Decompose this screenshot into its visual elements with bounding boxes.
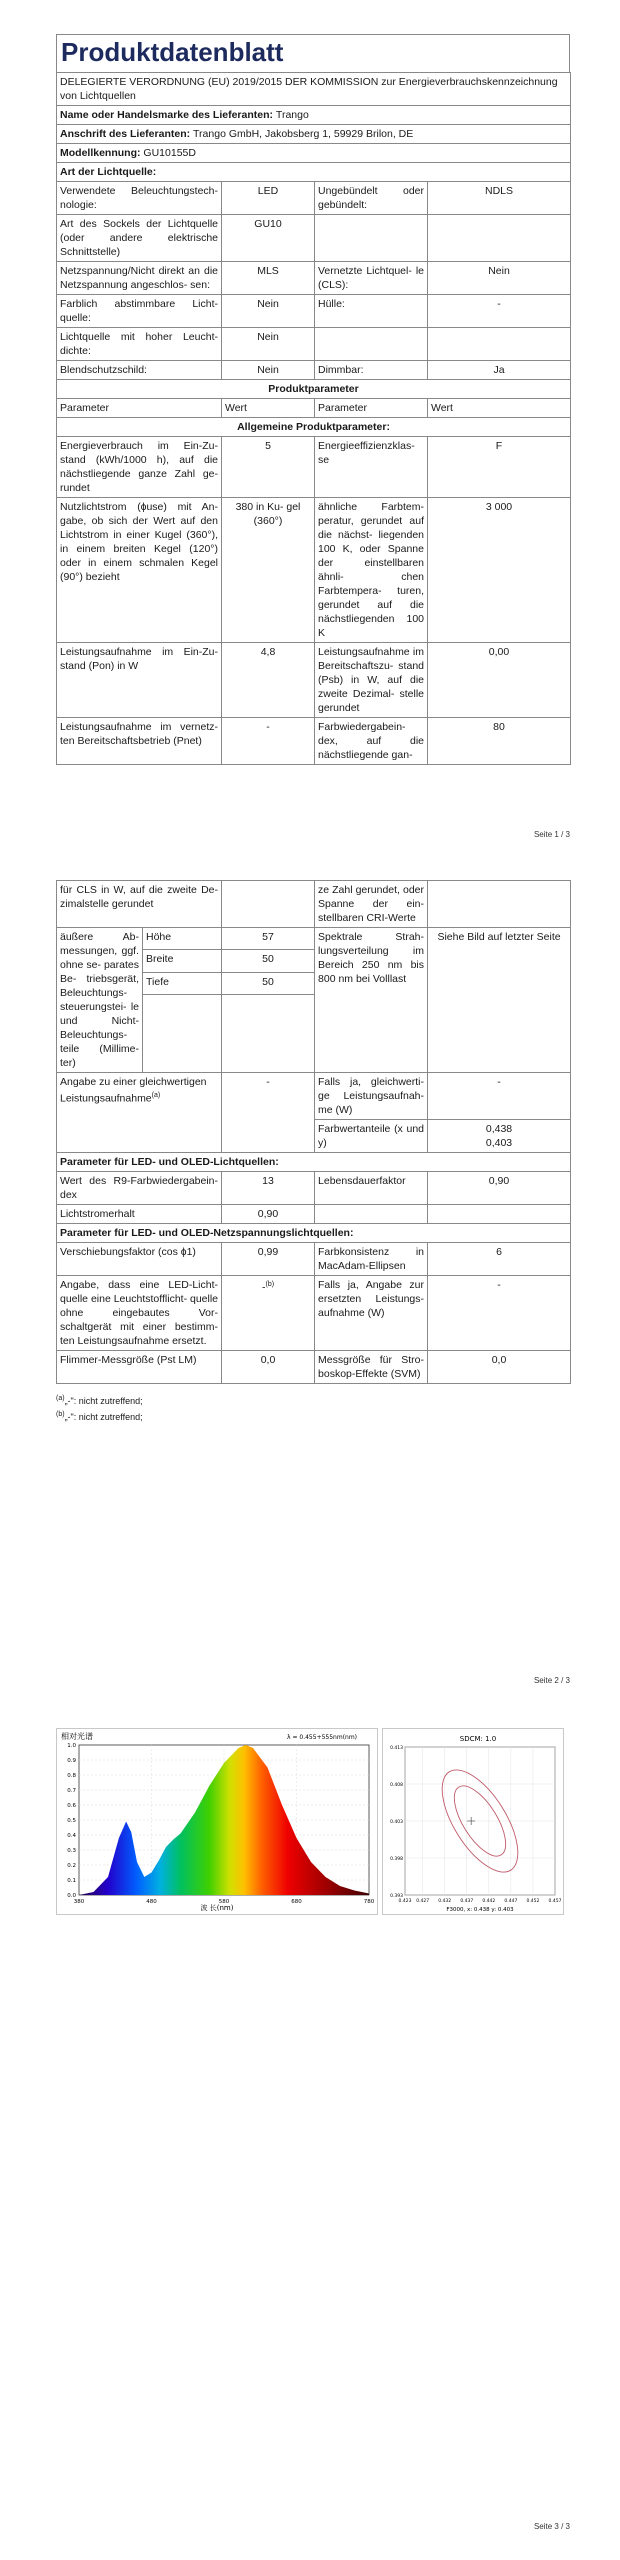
type-row [57,295,571,328]
row-value: Nein [222,361,315,380]
row-value-text: - [261,1281,266,1294]
row-value: 4,8 [222,643,315,718]
ellipse-title: SDCM: 1.0 [459,1735,497,1743]
row-label: Farbwiedergabein- dex, auf die nächstliegende gan- [315,718,428,765]
row-value: - [222,1073,315,1153]
row-label: Ungebündelt oder gebündelt: [315,182,428,215]
equivalent-power-label: Angabe zu einer gleichwertigen Leistungsaufnahme [60,1076,207,1105]
x-tick-label: 380 [73,1899,85,1905]
empty-cell [428,881,571,928]
page-number: Seite 3 / 3 [533,2522,570,2531]
row-value: Siehe Bild auf letzter Seite [428,928,571,1073]
footnotes [56,1392,570,1424]
row-value: 6 [428,1243,571,1276]
row-label: Leistungsaufnahme im Bereitschaftszu- stand (Psb) in W, auf die zweite Dezimal- stelle gerundet [315,643,428,718]
row-value: LED [222,182,315,215]
row-value: F [428,437,571,498]
row-value: Nein [428,262,571,295]
general-header: Allgemeine Produktparameter: [57,418,571,437]
empty-cell [428,1205,571,1224]
row-label: Falls ja, gleichwerti- ge Leistungsaufnah- me (W) [315,1073,428,1120]
y-tick-label: 0.8 [67,1773,76,1779]
spectrum-ylabel: 相对光谱 [61,1732,93,1741]
row-value: Nein [222,295,315,328]
row-label: Spektrale Strah- lungsverteilung im Bereich 250 nm bis 800 nm bei Volllast [315,928,428,1073]
dimension-value: 50 [222,972,315,994]
param-row [57,718,571,765]
row-value: Nein [222,328,315,361]
row-value [428,1120,571,1153]
page-title: Produktdatenblatt [56,34,570,72]
footnote-mark: (b) [56,1411,65,1418]
empty-cell [315,215,428,262]
param-row [57,1351,571,1384]
row-label: ze Zahl gerundet, oder Spanne der ein- stellbaren CRI-Werte [315,881,428,928]
y-tick-label: 0.0 [67,1893,76,1899]
supplier-name-row [57,106,571,125]
param-row [57,1073,571,1120]
param-row [57,1276,571,1351]
row-value: NDLS [428,182,571,215]
y-tick-label: 0.9 [67,1758,76,1764]
x-tick-label: 0.457 [548,1899,562,1904]
data-sheet-table-2 [56,880,571,1384]
row-label: Hülle: [315,295,428,328]
y-tick-label: 0.6 [67,1803,76,1809]
row-value: 0,99 [222,1243,315,1276]
x-tick-label: 0.442 [482,1899,496,1904]
ellipse-y-ticks [390,1745,403,1899]
x-tick-label: 680 [291,1899,302,1905]
param-row [57,881,571,928]
param-row [57,498,571,643]
footnote [56,1392,570,1408]
ellipse-caption: F3000, x: 0.438 y: 0.403 [446,1907,514,1913]
x-tick-label: 480 [146,1899,157,1905]
row-value: - [428,1073,571,1120]
footnote-text: „-": nicht zutreffend; [64,1396,143,1406]
y-tick-label: 0.403 [390,1820,403,1825]
empty-cell [143,995,222,1073]
row-label: Flimmer-Messgröße (Pst LM) [57,1351,222,1384]
row-value: MLS [222,262,315,295]
type-row [57,328,571,361]
y-tick-label: 0.408 [390,1783,403,1788]
row-label: Farblich abstimmbare Licht- quelle: [57,295,222,328]
x-tick-label: 0.447 [504,1899,518,1904]
page-number: Seite 1 / 3 [533,830,570,839]
spectrum-y-ticks [67,1743,76,1899]
y-tick-label: 0.2 [67,1863,76,1869]
mains-header: Parameter für LED- und OLED-Netzspannungslichtquellen: [57,1224,571,1243]
y-tick-label: 0.5 [67,1818,76,1824]
page-number: Seite 2 / 3 [533,1676,570,1685]
row-label [57,1073,222,1153]
supplier-name-label: Name oder Handelsmarke des Lieferanten: [60,109,273,121]
type-header: Art der Lichtquelle: [57,163,571,182]
row-label: Lichtstromerhalt [57,1205,222,1224]
row-label: Vernetzte Lichtquel- le (CLS): [315,262,428,295]
footnote-mark: (a) [151,1092,161,1099]
y-tick-label: 0.7 [67,1788,76,1794]
dimensions-label: äußere Ab- messungen, ggf. ohne se- parates Be- triebsgerät, Beleuchtungs- steuerungstei- le und Nicht- Beleuchtungs- teile (Millime- ter) [57,928,143,1073]
row-value: - [428,295,571,328]
row-value: - [428,1276,571,1351]
address-value: Trango GmbH, Jakobsberg 1, 59929 Brilon, DE [193,128,414,140]
spectrum-figure [56,1728,378,1915]
row-label: Dimmbar: [315,361,428,380]
row-value: 0,0 [428,1351,571,1384]
row-label: Falls ja, Angabe zur ersetzten Leistungs- aufnahme (W) [315,1276,428,1351]
empty-cell [222,881,315,928]
row-value: 380 in Ku- gel (360°) [222,498,315,643]
page-2 [56,880,570,1424]
chromaticity-y: 0,403 [485,1137,513,1149]
type-row [57,215,571,262]
dimension-name: Breite [143,950,222,972]
ellipse-x-ticks [399,1898,562,1904]
row-label: Verschiebungsfaktor (cos ɸ1) [57,1243,222,1276]
row-value: 13 [222,1172,315,1205]
regulation-text: DELEGIERTE VERORDNUNG (EU) 2019/2015 DER KOMMISSION zur Energieverbrauchskennzeichnung von Lichtquellen [57,73,571,106]
footnote-text: „-": nicht zutreffend; [64,1412,143,1422]
x-tick-label: 580 [218,1899,230,1905]
model-value: GU10155D [143,147,196,159]
x-tick-label: 0.423 [398,1899,412,1904]
row-label: Energieverbrauch im Ein-Zu- stand (kWh/1000 h), auf die nächstliegende ganze Zahl ge- rundet [57,437,222,498]
empty-cell [428,215,571,262]
param-row [57,437,571,498]
page-1 [56,34,570,765]
row-value: 5 [222,437,315,498]
column-header: Parameter [57,399,222,418]
row-label: Leistungsaufnahme im Ein-Zu- stand (Pon) in W [57,643,222,718]
column-header: Wert [222,399,315,418]
empty-cell [428,328,571,361]
row-label: Art des Sockels der Lichtquelle (oder andere elektrische Schnittstelle) [57,215,222,262]
y-tick-label: 0.398 [390,1857,403,1862]
row-value: 0,00 [428,643,571,718]
params-header: Produktparameter [57,380,571,399]
x-tick-label: 0.427 [416,1899,430,1904]
dimension-value: 57 [222,928,315,950]
row-label: Lebensdauerfaktor [315,1172,428,1205]
type-row [57,182,571,215]
footnote [56,1408,570,1424]
dimension-value: 50 [222,950,315,972]
empty-cell [315,1205,428,1224]
row-value: GU10 [222,215,315,262]
footnote-mark: (a) [56,1395,65,1402]
row-label: Lichtquelle mit hoher Leucht- dichte: [57,328,222,361]
column-header: Parameter [315,399,428,418]
row-value: 80 [428,718,571,765]
y-tick-label: 0.3 [67,1848,76,1854]
param-row [57,1172,571,1205]
type-row [57,361,571,380]
row-label: Farbkonsistenz in MacAdam-Ellipsen [315,1243,428,1276]
dimension-name: Tiefe [143,972,222,994]
row-value: 0,90 [428,1172,571,1205]
y-tick-label: 0.4 [67,1833,76,1839]
row-value: Ja [428,361,571,380]
row-label: Messgröße für Stro- boskop-Effekte (SVM) [315,1351,428,1384]
spectrum-chart [57,1729,377,1914]
empty-cell [315,328,428,361]
y-tick-label: 0.413 [390,1746,403,1751]
row-value [222,1276,315,1351]
y-tick-label: 0.1 [67,1878,76,1884]
row-label: Blendschutzschild: [57,361,222,380]
y-tick-label: 0.393 [390,1894,403,1899]
row-value: 0,0 [222,1351,315,1384]
x-tick-label: 0.432 [438,1899,452,1904]
row-value: - [222,718,315,765]
chromaticity-x: 0,438 [485,1123,513,1135]
address-row [57,125,571,144]
row-label: Wert des R9-Farbwiedergabein- dex [57,1172,222,1205]
address-label: Anschrift des Lieferanten: [60,128,191,140]
row-label: Verwendete Beleuchtungstech- nologie: [57,182,222,215]
empty-cell [222,995,315,1073]
row-label: Farbwertanteile (x und y) [315,1120,428,1153]
y-tick-label: 1.0 [67,1743,76,1749]
param-row [57,1243,571,1276]
param-row [57,1205,571,1224]
spectrum-xlabel: 波 长(nm) [200,1904,234,1912]
row-label: Netzspannung/Nicht direkt an die Netzspannung angeschlos- sen: [57,262,222,295]
x-tick-label: 0.437 [460,1899,474,1904]
spectrum-legend: λ = 0.455+555nm(nm) [287,1734,358,1741]
footnote-mark: (b) [265,1281,275,1288]
row-label: ähnliche Farbtem- peratur, gerundet auf die nächst- liegenden 100 K, oder Spanne der einstellbaren ähnli- chen Farbtempera- turen, gerundet auf die nächstliegenden 100 K [315,498,428,643]
model-label: Modellkennung: [60,147,141,159]
row-label: Leistungsaufnahme im vernetz- ten Bereitschaftsbetrieb (Pnet) [57,718,222,765]
data-sheet-table-1 [56,72,571,765]
row-value: 3 000 [428,498,571,643]
dimension-row [57,928,571,950]
row-label: Nutzlichtstrom (ɸuse) mit An- gabe, ob sich der Wert auf den Lichtstrom in einer Kugel (360°), in einem breiten Kegel (120°) oder in einem schmalen Kegel (90°) bezieht [57,498,222,643]
model-row [57,144,571,163]
type-row [57,262,571,295]
row-label: für CLS in W, auf die zweite De- zimalstelle gerundet [57,881,222,928]
macadam-ellipse-chart [383,1729,563,1914]
dimension-name: Höhe [143,928,222,950]
led-header: Parameter für LED- und OLED-Lichtquellen: [57,1153,571,1172]
column-header: Wert [428,399,571,418]
x-tick-label: 780 [363,1899,375,1905]
row-value: 0,90 [222,1205,315,1224]
row-label: Energieeffizienzklas- se [315,437,428,498]
param-row [57,643,571,718]
x-tick-label: 0.452 [526,1899,540,1904]
row-label: Angabe, dass eine LED-Licht- quelle eine Leuchtstofflicht- quelle ohne eingebautes Vor- schaltgerät mit einer bestimm- ten Leistungsaufnahme ersetzt. [57,1276,222,1351]
column-header-row [57,399,571,418]
ellipse-figure [382,1728,564,1915]
supplier-name-value: Trango [275,109,309,121]
